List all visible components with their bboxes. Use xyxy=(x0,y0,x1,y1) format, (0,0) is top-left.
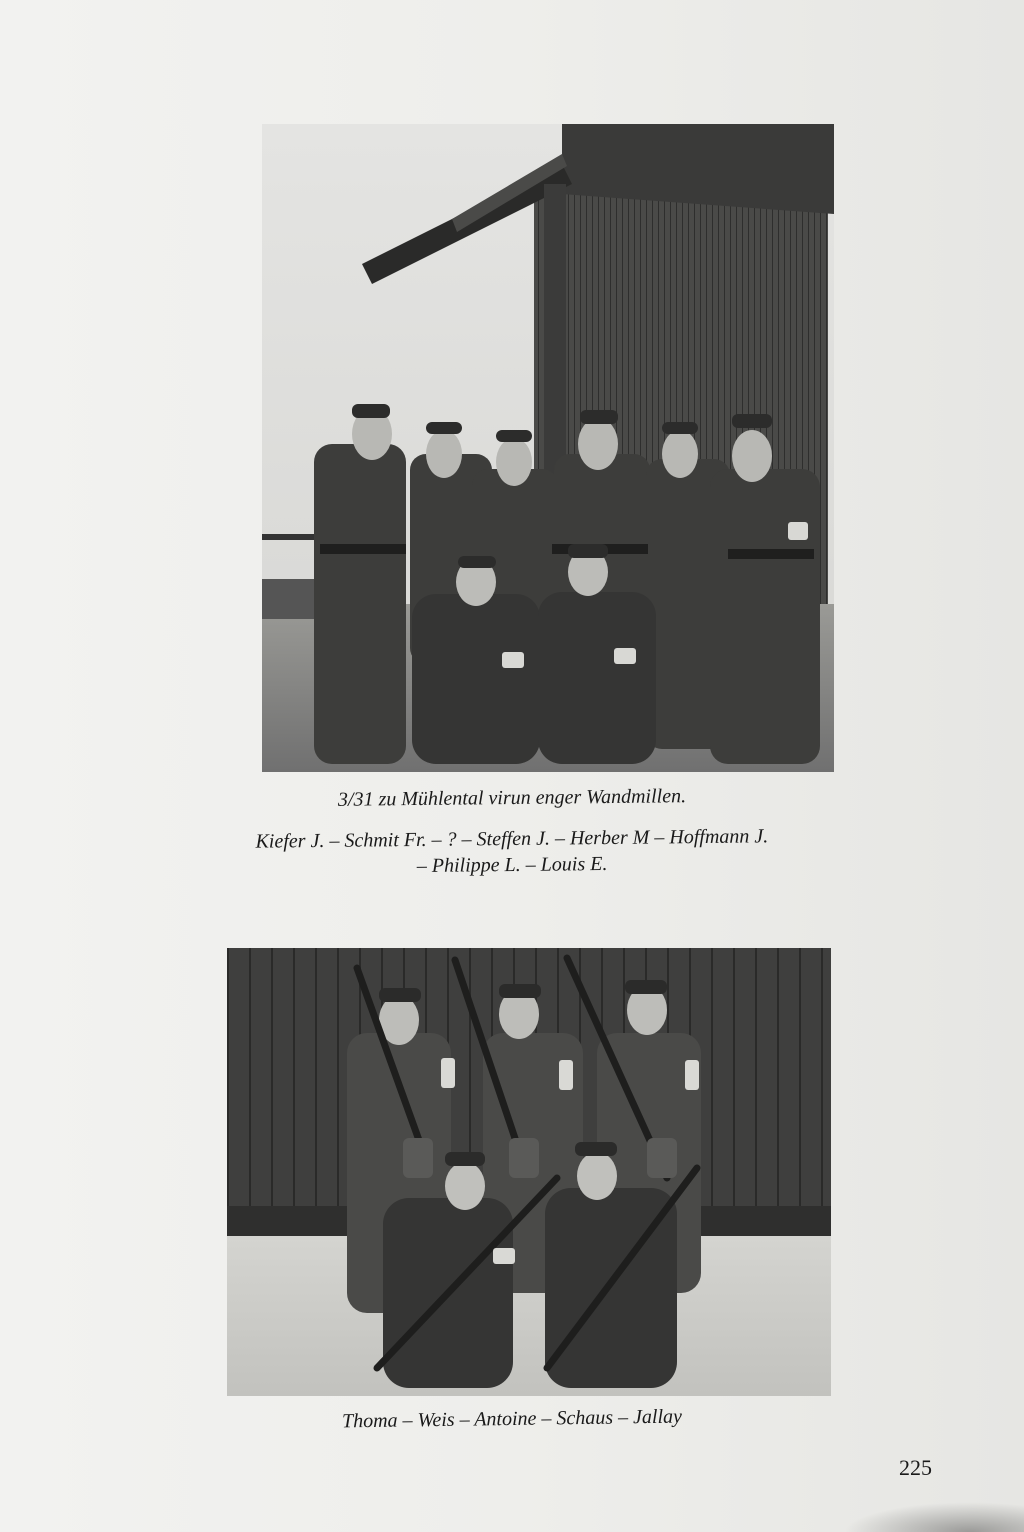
photo-rifles-group xyxy=(227,948,831,1396)
photo-windmill-group xyxy=(262,124,834,772)
page-number: 225 xyxy=(899,1455,932,1480)
rifles-photo-image xyxy=(227,948,831,1396)
windmill-photo-image xyxy=(262,124,834,772)
windmill-photo-names xyxy=(0,821,1024,884)
names-line-2: – Philippe L. – Louis E. xyxy=(416,853,608,877)
names-line-1: Kiefer J. – Schmit Fr. – ? – Steffen J. – Herber M – Hoffmann J. xyxy=(255,825,769,853)
windmill-photo-caption: 3/31 zu Mühlental virun enger Wandmillen. xyxy=(337,785,687,811)
page-corner-shadow xyxy=(844,1502,1024,1532)
rifles-photo-caption: Thoma – Weis – Antoine – Schaus – Jallay xyxy=(341,1405,683,1433)
